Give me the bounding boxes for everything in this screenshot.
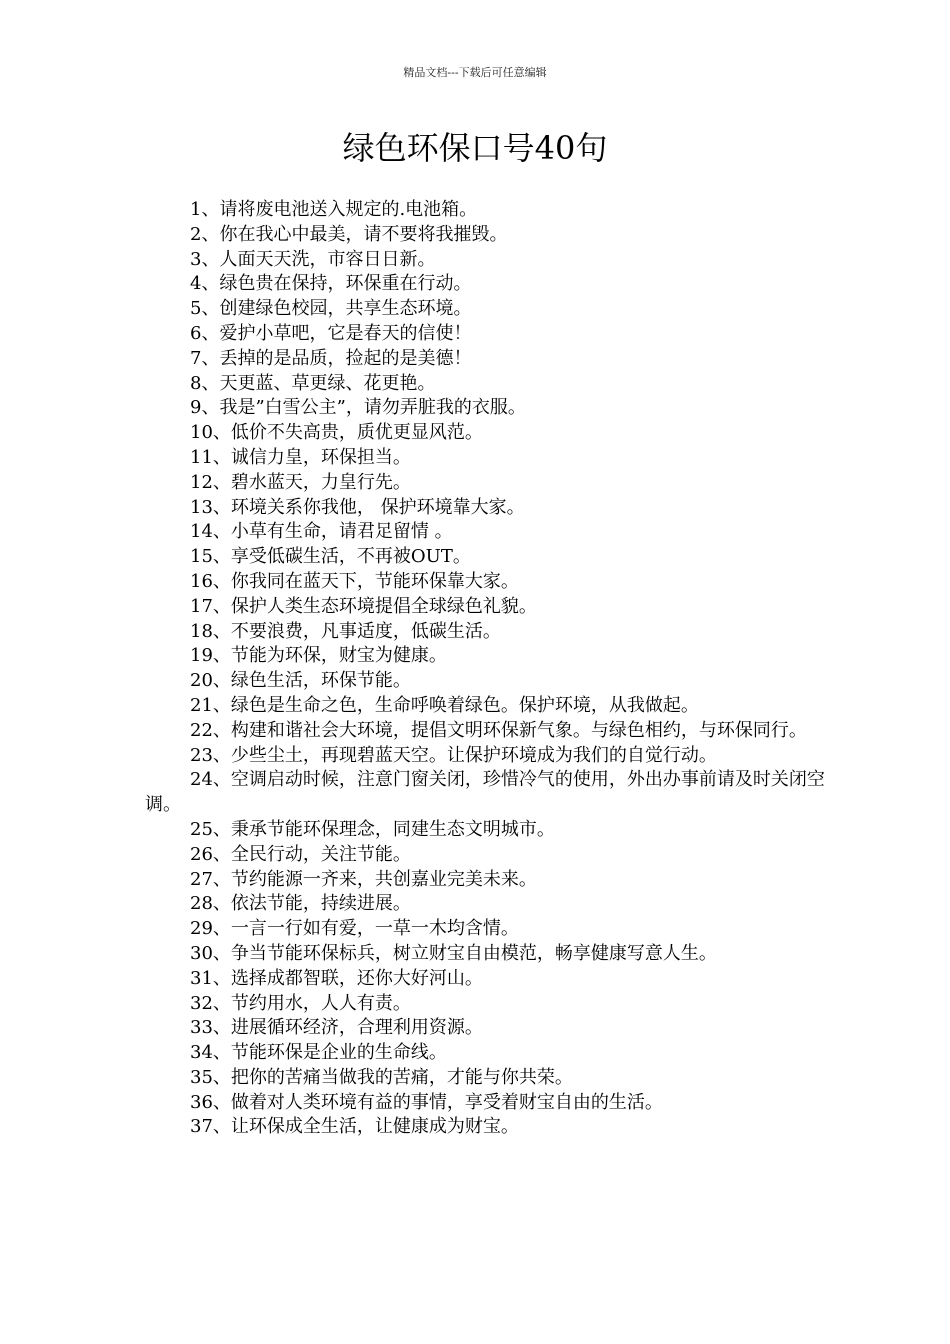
- slogan-item: 35、把你的苦痛当做我的苦痛，才能与你共荣。: [190, 1066, 573, 1088]
- slogan-item: 4、绿色贵在保持，环保重在行动。: [190, 273, 472, 295]
- slogan-item: 22、构建和谐社会大环境，提倡文明环保新气象。与绿色相约，与环保同行。: [190, 719, 807, 741]
- slogan-item: 37、让环保成全生活，让健康成为财宝。: [190, 1116, 519, 1138]
- slogan-item: 21、绿色是生命之色，生命呼唤着绿色。保护环境，从我做起。: [190, 694, 699, 716]
- slogan-item: 9、我是”白雪公主”，请勿弄脏我的衣服。: [190, 397, 526, 419]
- slogan-item: 7、丢掉的是品质，捡起的是美德！: [190, 347, 472, 369]
- slogan-item: 1、请将废电池送入规定的.电池箱。: [190, 199, 478, 220]
- slogan-item: 23、少些尘土，再现碧蓝天空。让保护环境成为我们的自觉行动。: [190, 744, 717, 766]
- slogan-item: 3、人面天天洗，市容日日新。: [190, 248, 436, 270]
- slogan-item: 27、节约能源一齐来，共创嘉业完美未来。: [190, 868, 537, 890]
- slogan-item: 30、争当节能环保标兵，树立财宝自由模范，畅享健康写意人生。: [190, 942, 717, 964]
- slogan-item: 13、环境关系你我他， 保护环境靠大家。: [190, 496, 525, 518]
- slogan-item: 25、秉承节能环保理念，同建生态文明城市。: [190, 818, 555, 840]
- slogan-item: 15、享受低碳生活，不再被OUT。: [190, 546, 471, 568]
- slogan-item: 29、一言一行如有爱，一草一木均含情。: [190, 918, 519, 940]
- slogan-item: 26、全民行动，关注节能。: [190, 843, 411, 865]
- slogan-item: 2、你在我心中最美，请不要将我摧毁。: [190, 223, 508, 245]
- slogan-item: 5、创建绿色校园，共享生态环境。: [190, 298, 472, 320]
- page-header-note: 精品文档---下载后可任意编辑: [403, 66, 547, 79]
- slogan-item: 28、依法节能，持续进展。: [190, 893, 411, 915]
- slogan-item: 33、进展循环经济，合理利用资源。: [190, 1017, 483, 1039]
- slogan-list: [145, 198, 825, 1140]
- slogan-item: 18、不要浪费，凡事适度，低碳生活。: [190, 620, 501, 642]
- slogan-item: 8、天更蓝、草更绿、花更艳。: [190, 372, 436, 394]
- slogan-item: 32、节约用水，人人有责。: [190, 992, 411, 1014]
- slogan-item: 36、做着对人类环境有益的事情，享受着财宝自由的生活。: [190, 1091, 663, 1113]
- slogan-item: 12、碧水蓝天，力皇行先。: [190, 471, 411, 493]
- slogan-item: 11、诚信力皇，环保担当。: [190, 446, 411, 468]
- slogan-item: 34、节能环保是企业的生命线。: [190, 1042, 447, 1064]
- slogan-item: 31、选择成都智联，还你大好河山。: [190, 967, 483, 989]
- slogan-item: 6、爱护小草吧，它是春天的信使！: [190, 322, 472, 344]
- slogan-item: 10、低价不失高贵，质优更显风范。: [190, 422, 483, 444]
- slogan-item: 16、你我同在蓝天下，节能环保靠大家。: [190, 570, 519, 592]
- slogan-item: 17、保护人类生态环境提倡全球绿色礼貌。: [190, 595, 537, 617]
- slogan-item: 20、绿色生活，环保节能。: [190, 670, 411, 692]
- document-title: 绿色环保口号40句: [342, 129, 608, 167]
- slogan-item: 19、节能为环保，财宝为健康。: [190, 645, 447, 667]
- slogan-item: 24、空调启动时候，注意门窗关闭，珍惜冷气的使用，外出办事前请及时关闭空调。: [145, 769, 825, 816]
- slogan-item: 14、小草有生命，请君足留情 。: [190, 521, 453, 543]
